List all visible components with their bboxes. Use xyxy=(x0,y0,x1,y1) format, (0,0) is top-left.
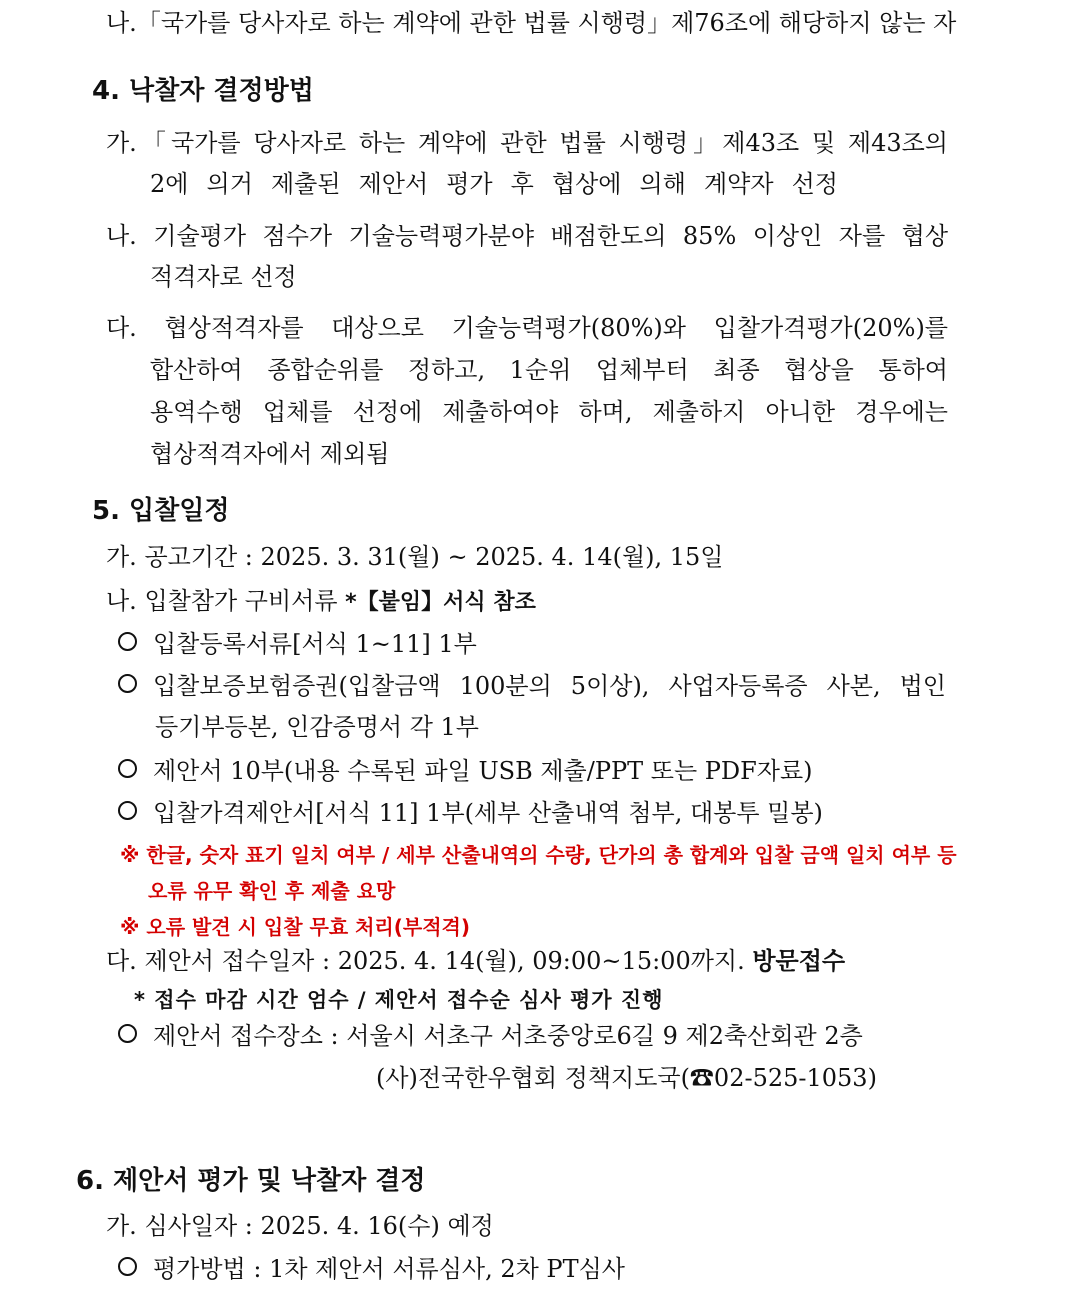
circle-bullet-icon xyxy=(118,759,137,778)
text-line: 용역수행 업체를 선정에 제출하여야 하며, 제출하지 아니한 경우에는 xyxy=(150,398,948,426)
section-heading-5: 5. 입찰일정 xyxy=(92,496,230,526)
reference-note: *【붙임】서식 참조 xyxy=(345,590,536,615)
text-line: 나.「국가를 당사자로 하는 계약에 관한 법률 시행령」제76조에 해당하지 않는 자 xyxy=(106,9,957,37)
text-line: 합산하여 종합순위를 정하고, 1순위 업체부터 최종 협상을 통하여 xyxy=(150,356,948,384)
list-item-text: 입찰등록서류[서식 1~11] 1부 xyxy=(153,630,477,658)
circle-bullet-icon xyxy=(118,801,137,820)
text-line: 적격자로 선정 xyxy=(150,263,297,291)
visit-submission-label: 방문접수 xyxy=(752,947,846,975)
text-line: 협상적격자에서 제외됨 xyxy=(150,440,390,468)
list-item xyxy=(118,1254,625,1284)
warning-note: ※ 오류 발견 시 입찰 무효 처리(부적격) xyxy=(120,915,470,939)
list-item xyxy=(118,1021,863,1051)
text-line: 다. 협상적격자를 대상으로 기술능력평가(80%)와 입찰가격평가(20%)를 xyxy=(106,314,948,342)
warning-note: ※ 한글, 숫자 표기 일치 여부 / 세부 산출내역의 수량, 단가의 총 합계와 입찰 금액 일치 여부 등 xyxy=(120,843,957,867)
list-item xyxy=(118,671,948,701)
text-line: (사)전국한우협회 정책지도국(☎02-525-1053) xyxy=(376,1064,877,1092)
circle-bullet-icon xyxy=(118,674,137,693)
section-heading-6: 6. 제안서 평가 및 낙찰자 결정 xyxy=(76,1166,426,1196)
list-item-text: 입찰보증보험증권(입찰금액 100분의 5이상), 사업자등록증 사본, 법인 xyxy=(153,672,946,700)
list-item-text: 제안서 접수장소 : 서울시 서초구 서초중앙로6길 9 제2축산회관 2층 xyxy=(153,1022,863,1050)
section-heading-4: 4. 낙찰자 결정방법 xyxy=(92,76,314,106)
list-item-text: 입찰가격제안서[서식 11] 1부(세부 산출내역 첨부, 대봉투 밀봉) xyxy=(153,799,823,827)
list-item xyxy=(118,629,477,659)
text-line: 2에 의거 제출된 제안서 평가 후 협상에 의해 계약자 선정 xyxy=(150,170,838,198)
circle-bullet-icon xyxy=(118,1257,137,1276)
list-item xyxy=(118,756,813,786)
text-line: 나. 기술평가 점수가 기술능력평가분야 배점한도의 85% 이상인 자를 협상 xyxy=(106,222,948,250)
list-item-text: 평가방법 : 1차 제안서 서류심사, 2차 PT심사 xyxy=(153,1255,625,1283)
warning-note: 오류 유무 확인 후 제출 요망 xyxy=(148,879,396,903)
text-line: 가.「국가를 당사자로 하는 계약에 관한 법률 시행령」제43조 및 제43조의 xyxy=(106,129,948,157)
deadline-note: * 접수 마감 시간 엄수 / 제안서 접수순 심사 평가 진행 xyxy=(134,988,664,1012)
text-segment: 다. 제안서 접수일자 : 2025. 4. 14(월), 09:00~15:00까지. xyxy=(106,947,753,975)
text-line xyxy=(106,586,536,618)
text-segment: 나. 입찰참가 구비서류 xyxy=(106,587,346,615)
text-line: 가. 심사일자 : 2025. 4. 16(수) 예정 xyxy=(106,1212,494,1240)
text-line: 가. 공고기간 : 2025. 3. 31(월) ~ 2025. 4. 14(월), 15일 xyxy=(106,543,724,571)
circle-bullet-icon xyxy=(118,1024,137,1043)
text-line xyxy=(106,946,845,976)
circle-bullet-icon xyxy=(118,632,137,651)
text-line: 등기부등본, 인감증명서 각 1부 xyxy=(155,713,479,741)
list-item xyxy=(118,798,823,828)
list-item-text: 제안서 10부(내용 수록된 파일 USB 제출/PPT 또는 PDF자료) xyxy=(153,757,813,785)
